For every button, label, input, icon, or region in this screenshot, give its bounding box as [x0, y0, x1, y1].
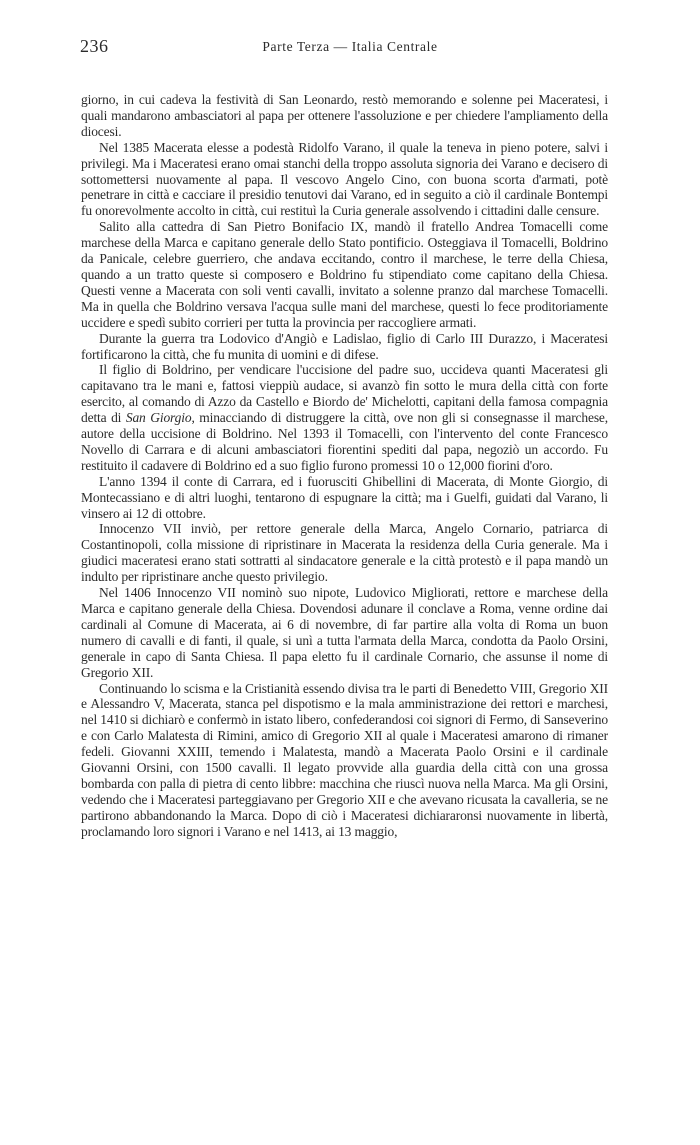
page-header	[80, 36, 620, 60]
paragraph-3: Salito alla cattedra di San Pietro Bonifacio IX, mandò il fratello Andrea Tomacelli come marchese della Marca e capitano generale dello Stato pontificio. Osteggiava il Tomacelli, Boldrino da Panicale, celebre guerriero, che andava eccitando, contro il marchese, le terre della Chiesa, quando a un tratto queste si composero e Boldrino fu stipendiato come capitano della Chiesa. Questi venne a Macerata con soli venti cavalli, invitato a solenne pranzo dal marchese Tomacelli. Ma in quella che Boldrino versava l'acqua sulle mani del marchese, questi lo fece proditoriamente uccidere e spedì subito corrieri per tutta la provincia per raccogliere armati.	[81, 219, 608, 330]
paragraph-2: Nel 1385 Macerata elesse a podestà Ridolfo Varano, il quale la teneva in pieno potere, salvi i privilegi. Ma i Maceratesi erano omai stanchi della troppo assoluta signoria dei Varano e decisero di sottomettersi nuovamente al papa. Il vescovo Angelo Cino, con buona scorta d'armati, potè penetrare in città e cacciare il presidio tenutovi dai Varano, ed in seguito a ciò il cardinale Bontempi fu onorevolmente accolto in città, cui restituì la Curia generale assolvendo i cittadini dalle censure.	[81, 139, 608, 219]
running-title: Parte Terza — Italia Centrale	[262, 39, 438, 54]
paragraph-1: giorno, in cui cadeva la festività di San Leonardo, restò memorando e solenne pei Maceratesi, i quali mandarono ambasciatori al papa per ottenere l'assoluzione e per chiedere l'ampliamento della diocesi.	[81, 92, 608, 139]
paragraph-4: Durante la guerra tra Lodovico d'Angiò e Ladislao, figlio di Carlo III Durazzo, i Maceratesi fortificarono la città, che fu munita di uomini e di difese.	[81, 330, 608, 362]
paragraph-5-italic: San Giorgio	[125, 410, 192, 426]
paragraph-7: Innocenzo VII inviò, per rettore generale della Marca, Angelo Cornario, patriarca di Costantinopoli, colla missione di ripristinare in Macerata la residenza della Curia generale. Ma i giudici maceratesi erano stati sottratti al sindacatore generale e la città protestò e il papa mandò un indulto per ripristinare anche questo privilegio.	[81, 521, 608, 585]
paragraph-5-text-before: Il figlio di Boldrino, per vendicare l'uccisione del padre suo, uccideva quanti Maceratesi gli capitavano tra le mani e, fattosi vieppiù audace, si avanzò fin sotto le mura della città con forte esercito, al comando di Azzo da Castello e Biordo de' Michelotti, capitani della famosa compagnia detta di	[81, 362, 608, 426]
text-body	[81, 92, 608, 840]
paragraph-6: L'anno 1394 il conte di Carrara, ed i fuorusciti Ghibellini di Macerata, di Monte Giorgio, di Montecassiano e di altri luoghi, tentarono di espugnare la città; ma i Guelfi, guidati dal Varano, li vinsero ai 12 di ottobre.	[81, 473, 608, 521]
paragraph-5-text-after: , minacciando di distruggere la città, ove non gli si consegnasse il marchese, autore della uccisione di Boldrino. Nel 1393 il Tomacelli, con l'intervento del conte Francesco Novello di Carrara e di alcuni ambasciatori fiorentini spediti dal papa, negoziò un accordo. Fu restituito il cadavere di Boldrino ed a suo figlio furono promessi 10 o 12,000 fiorini d'oro.	[81, 410, 609, 473]
page-number: 236	[80, 36, 109, 56]
paragraph-9: Continuando lo scisma e la Cristianità essendo divisa tra le parti di Benedetto VIII, Gregorio XII e Alessandro V, Macerata, stanca pel dispotismo e la mala amministrazione dei rettori e marchesi, nel 1410 si dichiarò e confermò in istato libero, confederandosi coi signori di Fermo, di Sanseverino e con Carlo Malatesta di Rimini, amico di Gregorio XII al quale i Maceratesi amarono di rimaner fedeli. Giovanni XXIII, temendo i Malatesta, mandò a Macerata Paolo Orsini e il cardinale Giovanni Orsini, con 1500 cavalli. Il legato provvide alla guardia della città con una grossa bombarda con palla di pietra di cento libbre: macchina che riuscì nuova nella Marca. Ma gli Orsini, vedendo che i Maceratesi parteggiavano per Gregorio XII e che avevano ricusata la cavalleria, se ne partirono abbandonando la Marca. Dopo di ciò i Maceratesi dichiararonsi nuovamente in libertà, proclamando loro signori i Varano e nel 1413, ai 13 maggio,	[81, 680, 608, 839]
paragraph-5	[81, 362, 608, 473]
paragraph-8: Nel 1406 Innocenzo VII nominò suo nipote, Ludovico Migliorati, rettore e marchese della Marca e capitano generale della Chiesa. Dovendosi adunare il conclave a Roma, venne ordine dai cardinali al Comune di Macerata, ai 6 di novembre, di far partire alla volta di Roma un buon numero di cavalli e di fanti, il quale, si unì a tutta l'armata della Marca, condotta da Paolo Orsini, generale in capo di Santa Chiesa. Il papa eletto fu il cardinale Cornario, che assunse il nome di Gregorio XII.	[81, 585, 608, 680]
